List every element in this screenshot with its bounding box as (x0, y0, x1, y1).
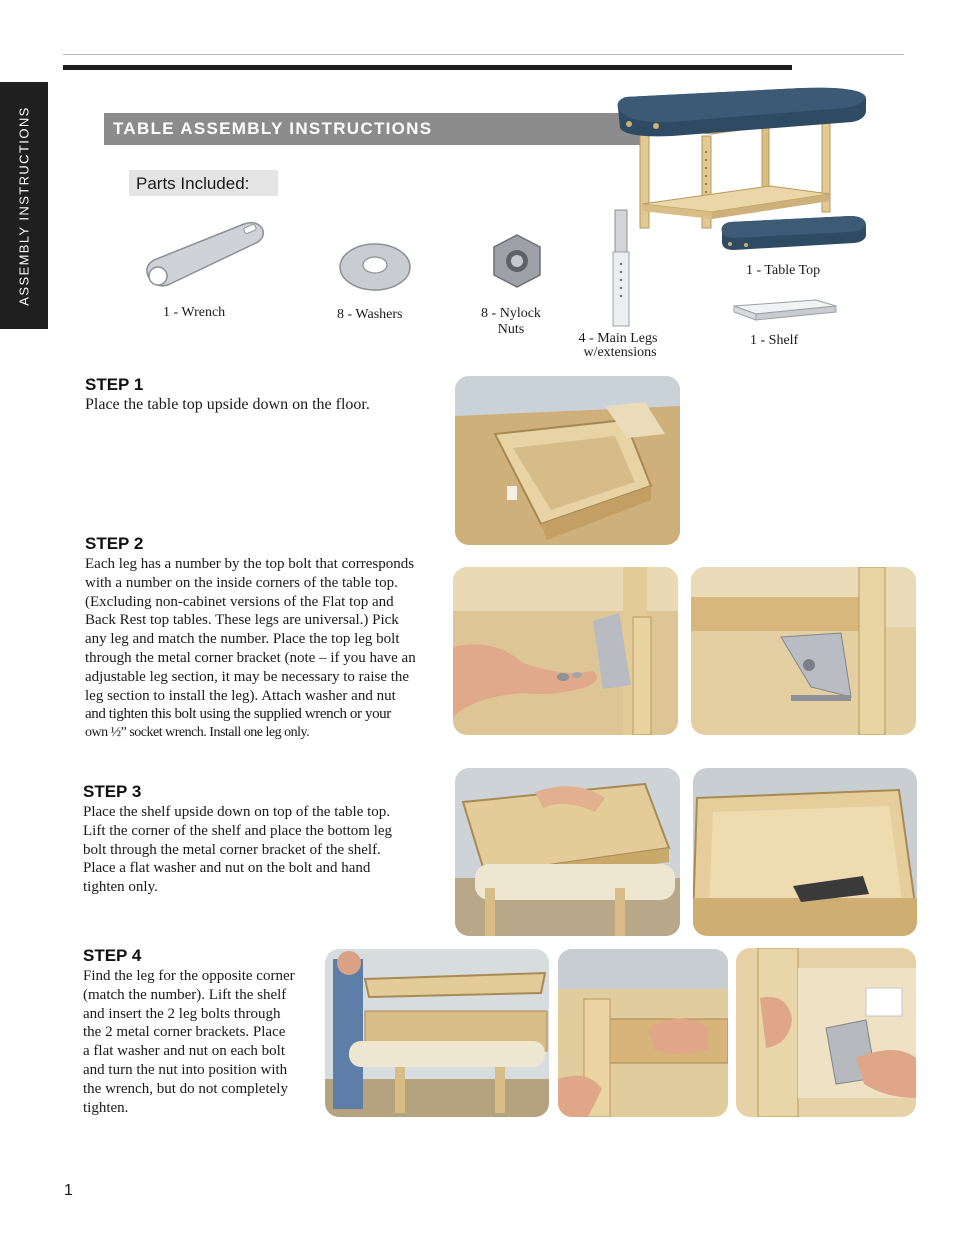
wrench-illustration (140, 218, 270, 303)
side-section-tab (0, 82, 48, 329)
step-4-line: and turn the nut into position with (83, 1061, 288, 1078)
step-3-photo-shelf (455, 768, 680, 936)
step-2-line: (Excluding non-cabinet versions of the Flat top and (85, 593, 394, 610)
step-2-photo-bracket (691, 567, 916, 735)
step-4-photo-nut (736, 948, 916, 1117)
top-thin-rule (63, 54, 904, 55)
washer-illustration (336, 240, 414, 299)
step-2-line: any leg and match the number. Place the top leg bolt (85, 631, 400, 648)
shelf-illustration (730, 296, 840, 331)
washers-caption: 8 - Washers (337, 307, 403, 322)
step-2-line: adjustable leg section, it may be necessary to raise the (85, 668, 410, 685)
main-legs-caption-line1: 4 - Main Legs (578, 331, 658, 346)
section-title-bar (104, 113, 644, 145)
wrench-caption: 1 - Wrench (163, 305, 226, 320)
step-3-line: Place the shelf upside down on top of the table top. (83, 804, 391, 820)
step-4-line: the wrench, but do not completely (83, 1080, 288, 1097)
parts-heading: Parts Included: (136, 174, 250, 193)
step-2-line: with a number on the inside corners of the table top. (85, 574, 398, 591)
shelf-caption: 1 - Shelf (750, 333, 799, 348)
nylock-nut-illustration (490, 232, 544, 295)
parts-included-label (129, 170, 278, 196)
step-4-line: a flat washer and nut on each bolt (83, 1043, 286, 1060)
side-tab-label: ASSEMBLY INSTRUCTIONS (16, 106, 32, 306)
step-3-line: bolt through the metal corner bracket of the shelf. (83, 841, 381, 858)
step-2-text (85, 555, 445, 743)
step-4-photo-lift (325, 949, 549, 1117)
main-legs-caption (570, 331, 670, 359)
step-4-line: and insert the 2 leg bolts through (83, 1005, 281, 1022)
step-4-text (83, 967, 318, 1117)
step-2-line: through the metal corner bracket (note – if you have an (85, 649, 416, 666)
step-2-photo-hand (453, 567, 678, 735)
table-top-illustration (718, 212, 870, 259)
step-4-line: (match the number). Lift the shelf (83, 986, 287, 1003)
step-4-line: tighten. (83, 1099, 129, 1116)
step-1-heading: STEP 1 (85, 375, 144, 394)
step-1-photo (455, 376, 680, 545)
step-2-line: Back Rest top tables. These legs are universal.) Pick (85, 612, 399, 629)
nylock-nuts-caption (477, 306, 545, 338)
step-3-line: Lift the corner of the shelf and place the bottom leg (83, 822, 393, 839)
step-4-line: Find the leg for the opposite corner (83, 968, 295, 984)
step-3-photo-bracket (693, 768, 917, 936)
step-3-line: Place a flat washer and nut on the bolt and hand (83, 860, 371, 877)
step-3-heading: STEP 3 (83, 782, 142, 801)
step-1-text: Place the table top upside down on the floor. (85, 396, 370, 413)
table-top-caption: 1 - Table Top (746, 263, 821, 278)
step-2-line: own ½” socket wrench. Install one leg only. (85, 725, 310, 741)
nylock-caption-line2: Nuts (497, 322, 525, 337)
step-4-heading: STEP 4 (83, 946, 142, 965)
top-thick-rule (63, 65, 792, 70)
step-4-line: the 2 metal corner brackets. Place (83, 1024, 286, 1041)
step-2-line: leg section to install the leg). Attach washer and nut (85, 687, 396, 704)
step-2-line: and tighten this bolt using the supplied wrench or your (85, 706, 391, 723)
step-2-heading: STEP 2 (85, 534, 144, 553)
page-title: TABLE ASSEMBLY INSTRUCTIONS (113, 119, 433, 138)
nylock-caption-line1: 8 - Nylock (481, 306, 541, 321)
main-legs-caption-line2: w/extensions (583, 345, 657, 360)
step-4-photo-insert (558, 949, 728, 1117)
main-leg-illustration (609, 208, 633, 333)
step-3-line: tighten only. (83, 879, 158, 896)
page-number: 1 (64, 1182, 73, 1199)
step-2-line: Each leg has a number by the top bolt that corresponds (85, 556, 415, 572)
step-3-text (83, 803, 423, 897)
